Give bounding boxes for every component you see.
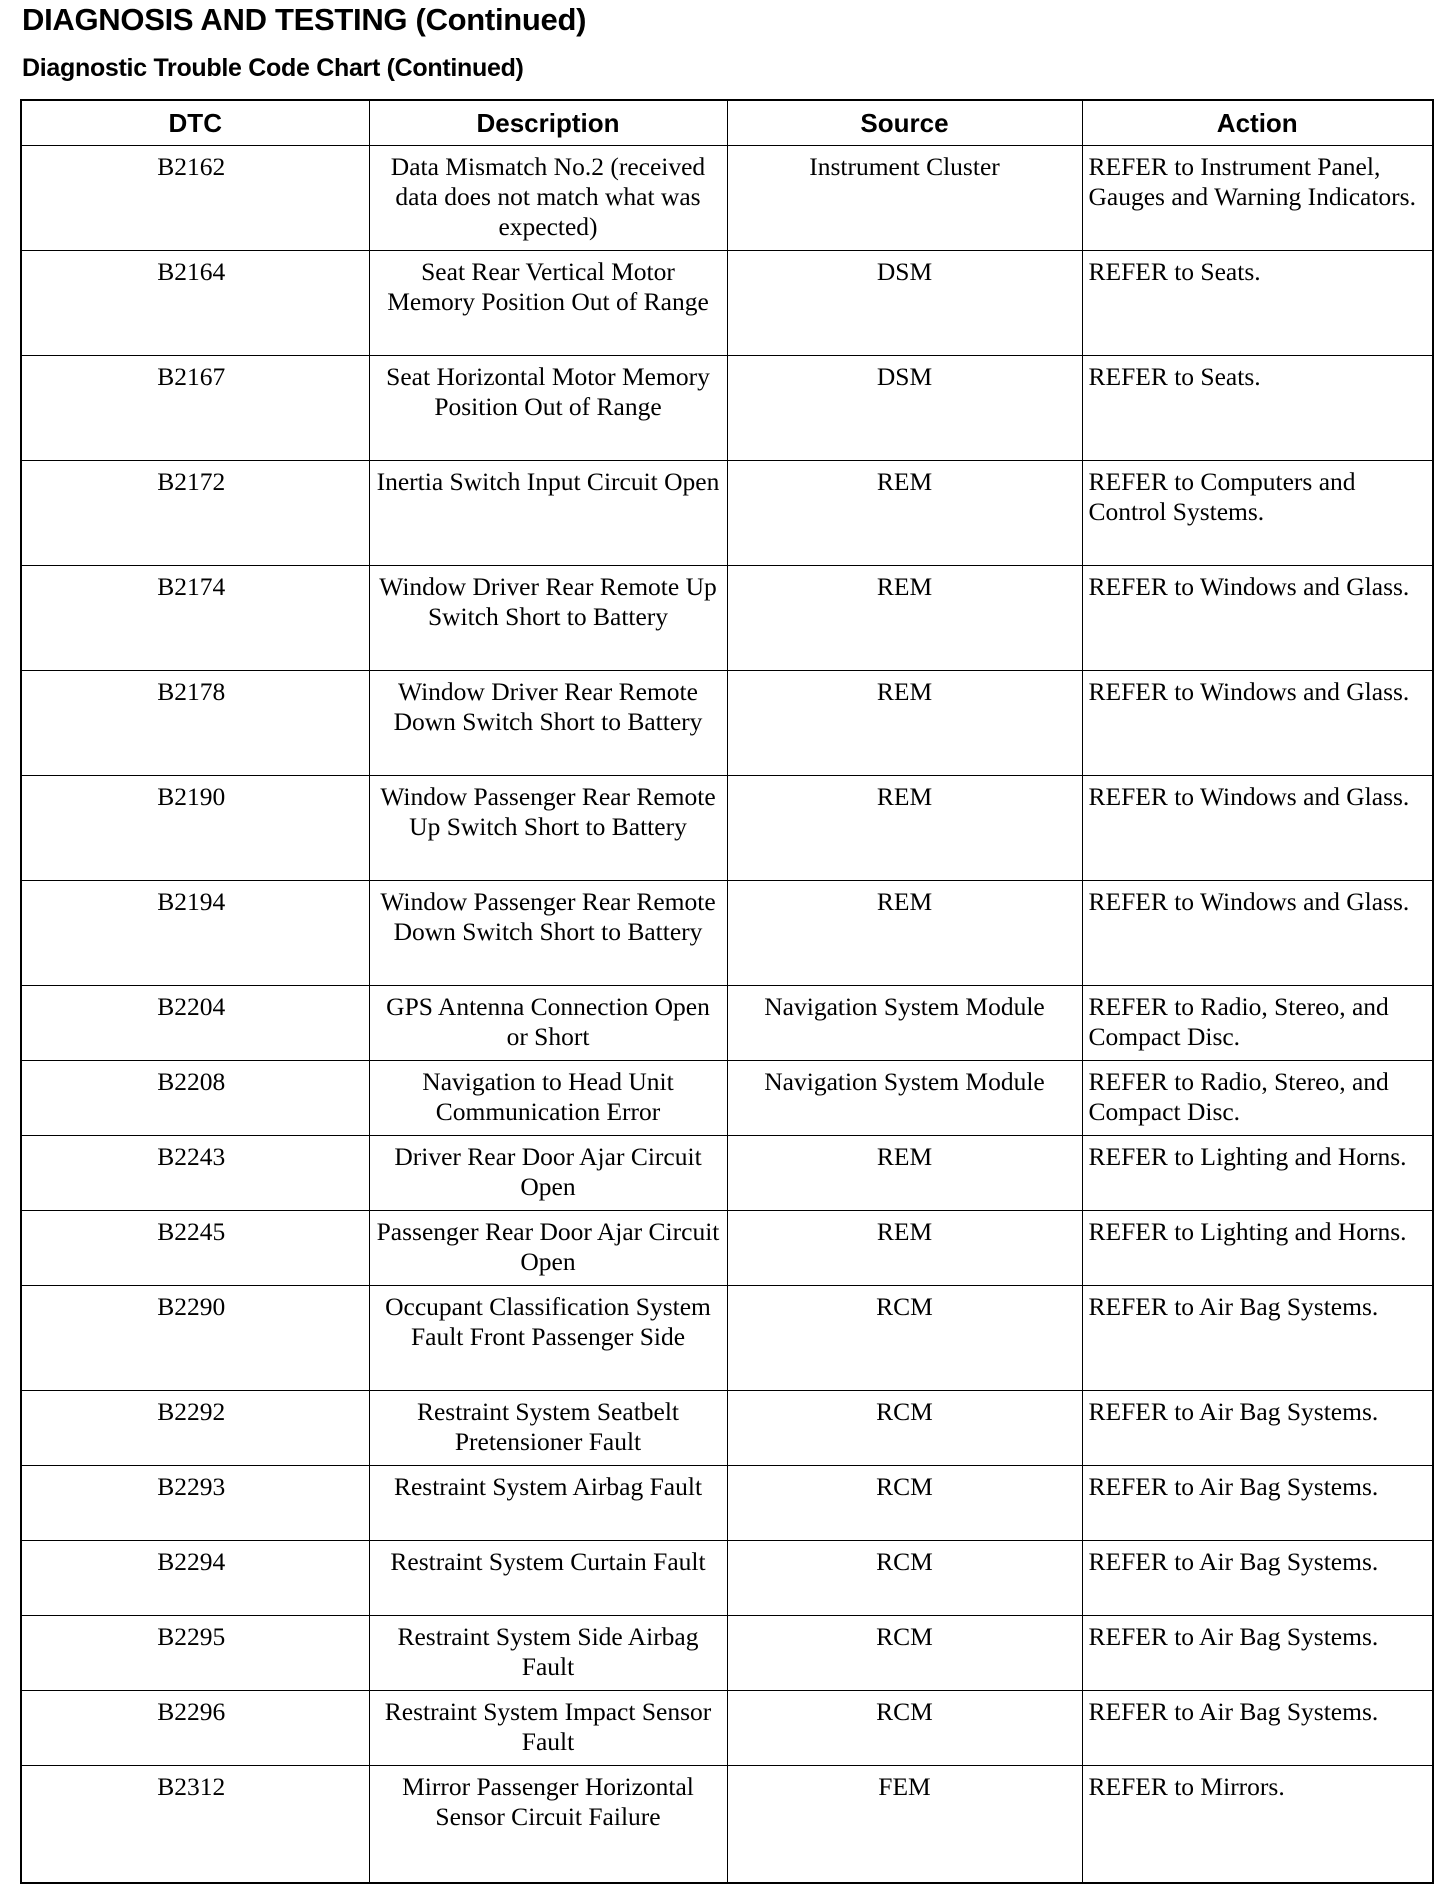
section-title: Diagnostic Trouble Code Chart (Continued) (22, 54, 524, 82)
source-cell: DSM (727, 356, 1082, 461)
action-cell: REFER to Air Bag Systems. (1082, 1691, 1433, 1766)
dtc-cell (21, 146, 369, 251)
dtc-code: B2295 (157, 1622, 226, 1651)
action-cell: REFER to Windows and Glass. (1082, 881, 1433, 986)
column-header-dtc: DTC (21, 100, 369, 146)
dtc-code: B2294 (157, 1547, 226, 1576)
source-cell: Instrument Cluster (727, 146, 1082, 251)
action-cell: REFER to Windows and Glass. (1082, 566, 1433, 671)
source-cell: RCM (727, 1466, 1082, 1541)
dtc-cell (21, 776, 369, 881)
dtc-cell (21, 1766, 369, 1884)
action-cell: REFER to Air Bag Systems. (1082, 1466, 1433, 1541)
description-cell: Driver Rear Door Ajar Circuit Open (369, 1136, 727, 1211)
action-cell: REFER to Radio, Stereo, and Compact Disc. (1082, 1061, 1433, 1136)
dtc-code: B2293 (157, 1472, 226, 1501)
description-cell: Navigation to Head Unit Communication Error (369, 1061, 727, 1136)
dtc-code: B2290 (157, 1292, 226, 1321)
description-cell: Window Passenger Rear Remote Down Switch Short to Battery (369, 881, 727, 986)
dtc-cell (21, 1691, 369, 1766)
action-cell: REFER to Seats. (1082, 251, 1433, 356)
source-cell: REM (727, 566, 1082, 671)
table-row (21, 1541, 1433, 1616)
description-cell: Window Passenger Rear Remote Up Switch Short to Battery (369, 776, 727, 881)
dtc-code: B2204 (157, 992, 226, 1021)
table-row (21, 1616, 1433, 1691)
description-cell: Occupant Classification System Fault Front Passenger Side (369, 1286, 727, 1391)
source-cell: RCM (727, 1616, 1082, 1691)
page-title: DIAGNOSIS AND TESTING (Continued) (22, 2, 587, 37)
action-cell: REFER to Seats. (1082, 356, 1433, 461)
description-cell: Restraint System Side Airbag Fault (369, 1616, 727, 1691)
column-header-source: Source (727, 100, 1082, 146)
dtc-cell (21, 1466, 369, 1541)
source-cell: REM (727, 671, 1082, 776)
source-cell: Navigation System Module (727, 1061, 1082, 1136)
table-row (21, 1211, 1433, 1286)
column-header-action: Action (1082, 100, 1433, 146)
dtc-cell (21, 1061, 369, 1136)
dtc-cell (21, 986, 369, 1061)
dtc-cell (21, 1286, 369, 1391)
source-cell: REM (727, 881, 1082, 986)
dtc-code: B2245 (157, 1217, 226, 1246)
dtc-code: B2172 (157, 467, 226, 496)
dtc-cell (21, 251, 369, 356)
table-row (21, 1286, 1433, 1391)
dtc-code: B2162 (157, 152, 226, 181)
dtc-code: B2164 (157, 257, 226, 286)
action-cell: REFER to Mirrors. (1082, 1766, 1433, 1884)
description-cell: Passenger Rear Door Ajar Circuit Open (369, 1211, 727, 1286)
action-cell: REFER to Computers and Control Systems. (1082, 461, 1433, 566)
table-row (21, 1466, 1433, 1541)
table-row (21, 671, 1433, 776)
action-cell: REFER to Instrument Panel, Gauges and Warning Indicators. (1082, 146, 1433, 251)
table-row (21, 461, 1433, 566)
description-cell: Seat Horizontal Motor Memory Position Out of Range (369, 356, 727, 461)
source-cell: Navigation System Module (727, 986, 1082, 1061)
description-cell: Restraint System Impact Sensor Fault (369, 1691, 727, 1766)
description-cell: Data Mismatch No.2 (received data does not match what was expected) (369, 146, 727, 251)
dtc-cell (21, 1541, 369, 1616)
dtc-table (20, 99, 1434, 1884)
table-row (21, 566, 1433, 671)
dtc-code: B2312 (157, 1772, 226, 1801)
dtc-code: B2296 (157, 1697, 226, 1726)
dtc-cell (21, 1211, 369, 1286)
dtc-code: B2208 (157, 1067, 226, 1096)
description-cell: Restraint System Airbag Fault (369, 1466, 727, 1541)
action-cell: REFER to Radio, Stereo, and Compact Disc. (1082, 986, 1433, 1061)
description-cell: Restraint System Seatbelt Pretensioner Fault (369, 1391, 727, 1466)
table-header-row (21, 100, 1433, 146)
source-cell: DSM (727, 251, 1082, 356)
dtc-code: B2190 (157, 782, 226, 811)
source-cell: RCM (727, 1391, 1082, 1466)
action-cell: REFER to Air Bag Systems. (1082, 1391, 1433, 1466)
table-row (21, 251, 1433, 356)
description-cell: GPS Antenna Connection Open or Short (369, 986, 727, 1061)
description-cell: Mirror Passenger Horizontal Sensor Circuit Failure (369, 1766, 727, 1884)
source-cell: REM (727, 1211, 1082, 1286)
dtc-cell (21, 1391, 369, 1466)
action-cell: REFER to Lighting and Horns. (1082, 1136, 1433, 1211)
table-row (21, 356, 1433, 461)
table-row (21, 1691, 1433, 1766)
action-cell: REFER to Lighting and Horns. (1082, 1211, 1433, 1286)
source-cell: RCM (727, 1541, 1082, 1616)
table-row (21, 881, 1433, 986)
table-row (21, 776, 1433, 881)
table-row (21, 1136, 1433, 1211)
source-cell: RCM (727, 1286, 1082, 1391)
source-cell: REM (727, 461, 1082, 566)
source-cell: RCM (727, 1691, 1082, 1766)
description-cell: Restraint System Curtain Fault (369, 1541, 727, 1616)
description-cell: Window Driver Rear Remote Up Switch Short to Battery (369, 566, 727, 671)
action-cell: REFER to Air Bag Systems. (1082, 1616, 1433, 1691)
dtc-cell (21, 1616, 369, 1691)
table-row (21, 146, 1433, 251)
action-cell: REFER to Air Bag Systems. (1082, 1286, 1433, 1391)
dtc-code: B2178 (157, 677, 226, 706)
dtc-cell (21, 461, 369, 566)
dtc-cell (21, 356, 369, 461)
action-cell: REFER to Windows and Glass. (1082, 671, 1433, 776)
action-cell: REFER to Windows and Glass. (1082, 776, 1433, 881)
dtc-cell (21, 566, 369, 671)
dtc-code: B2174 (157, 572, 226, 601)
source-cell: REM (727, 776, 1082, 881)
description-cell: Seat Rear Vertical Motor Memory Position Out of Range (369, 251, 727, 356)
dtc-cell (21, 881, 369, 986)
source-cell: REM (727, 1136, 1082, 1211)
table-row (21, 986, 1433, 1061)
action-cell: REFER to Air Bag Systems. (1082, 1541, 1433, 1616)
dtc-code: B2292 (157, 1397, 226, 1426)
table-row (21, 1766, 1433, 1884)
table-row (21, 1391, 1433, 1466)
dtc-code: B2194 (157, 887, 226, 916)
source-cell: FEM (727, 1766, 1082, 1884)
dtc-code: B2167 (157, 362, 226, 391)
column-header-description: Description (369, 100, 727, 146)
dtc-code: B2243 (157, 1142, 226, 1171)
dtc-cell (21, 1136, 369, 1211)
description-cell: Inertia Switch Input Circuit Open (369, 461, 727, 566)
description-cell: Window Driver Rear Remote Down Switch Short to Battery (369, 671, 727, 776)
dtc-cell (21, 671, 369, 776)
table-row (21, 1061, 1433, 1136)
